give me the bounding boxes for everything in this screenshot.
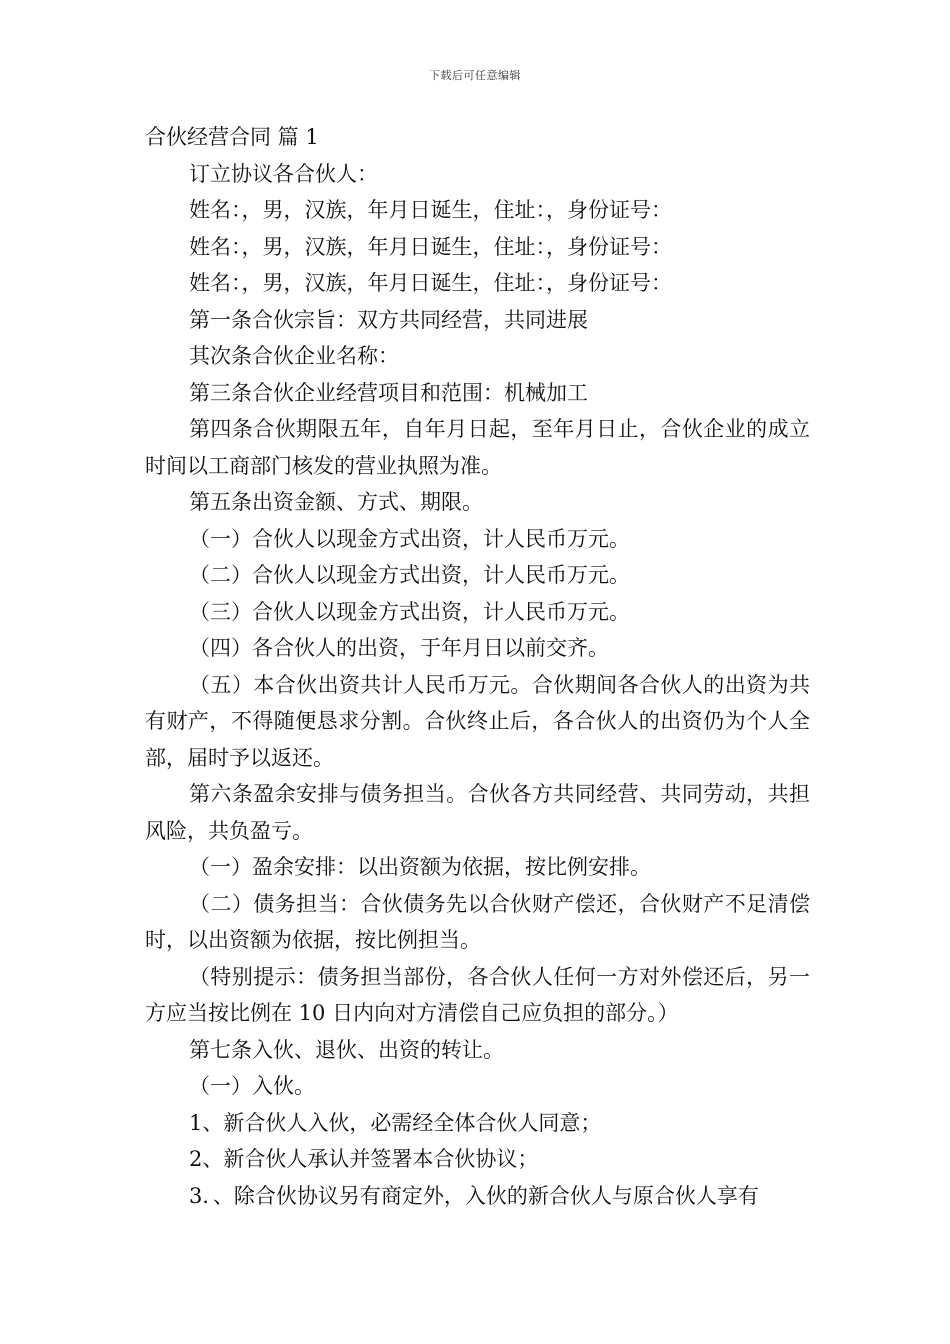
paragraph: 第五条出资金额、方式、期限。	[189, 490, 483, 514]
paragraph: 第六条盈余安排与债务担当。合伙各方共同经营、共同劳动，共担风险，共负盈亏。	[145, 782, 810, 843]
paragraph: 第四条合伙期限五年，自年月日起，至年月日止，合伙企业的成立时间以工商部门核发的营业执照为准。	[145, 417, 810, 478]
paragraph: 1、新合伙人入伙，必需经全体合伙人同意；	[189, 1110, 602, 1135]
paragraph: （特别提示：债务担当部份，各合伙人任何一方对外偿还后，另一方应当按比例在 10 日内向对方清偿自己应负担的部分。）	[145, 964, 810, 1025]
paragraph: （二）合伙人以现金方式出资，计人民币万元。	[189, 563, 630, 587]
paragraph: 姓名：，男，汉族，年月日诞生，住址：，身份证号：	[189, 234, 672, 259]
paragraph: （二）债务担当：合伙债务先以合伙财产偿还，合伙财产不足清偿时，以出资额为依据，按比例担当。	[145, 891, 810, 952]
paragraph: （三）合伙人以现金方式出资，计人民币万元。	[189, 599, 630, 624]
paragraph: 其次条合伙企业名称：	[189, 344, 399, 368]
paragraph: （一）盈余安排：以出资额为依据，按比例安排。	[189, 855, 651, 879]
paragraph: 第七条入伙、退伙、出资的转让。	[189, 1037, 504, 1062]
paragraph: 姓名：，男，汉族，年月日诞生，住址：，身份证号：	[189, 198, 672, 222]
header-note: 下载后可任意编辑	[429, 69, 521, 82]
paragraph: （一）合伙人以现金方式出资，计人民币万元。	[189, 526, 630, 551]
paragraph: 3．、除合伙协议另有商定外，入伙的新合伙人与原合伙人享有	[189, 1183, 759, 1208]
document-title: 合伙经营合同 篇 1	[145, 125, 319, 149]
paragraph: 姓名：，男，汉族，年月日诞生，住址：，身份证号：	[189, 271, 672, 295]
paragraph: 2、新合伙人承认并签署本合伙协议；	[189, 1147, 539, 1171]
paragraph: 订立协议各合伙人：	[189, 161, 378, 186]
paragraph: （一）入伙。	[189, 1074, 315, 1098]
paragraph: （五）本合伙出资共计人民币万元。合伙期间各合伙人的出资为共有财产，不得随便恳求分割。合伙终止后，各合伙人的出资仍为个人全部，届时予以返还。	[145, 672, 810, 770]
document-body	[145, 119, 810, 1214]
paragraph: 第三条合伙企业经营项目和范围：机械加工	[189, 380, 588, 405]
paragraph: （四）各合伙人的出资，于年月日以前交齐。	[189, 636, 609, 660]
paragraph: 第一条合伙宗旨：双方共同经营，共同进展	[189, 307, 588, 332]
